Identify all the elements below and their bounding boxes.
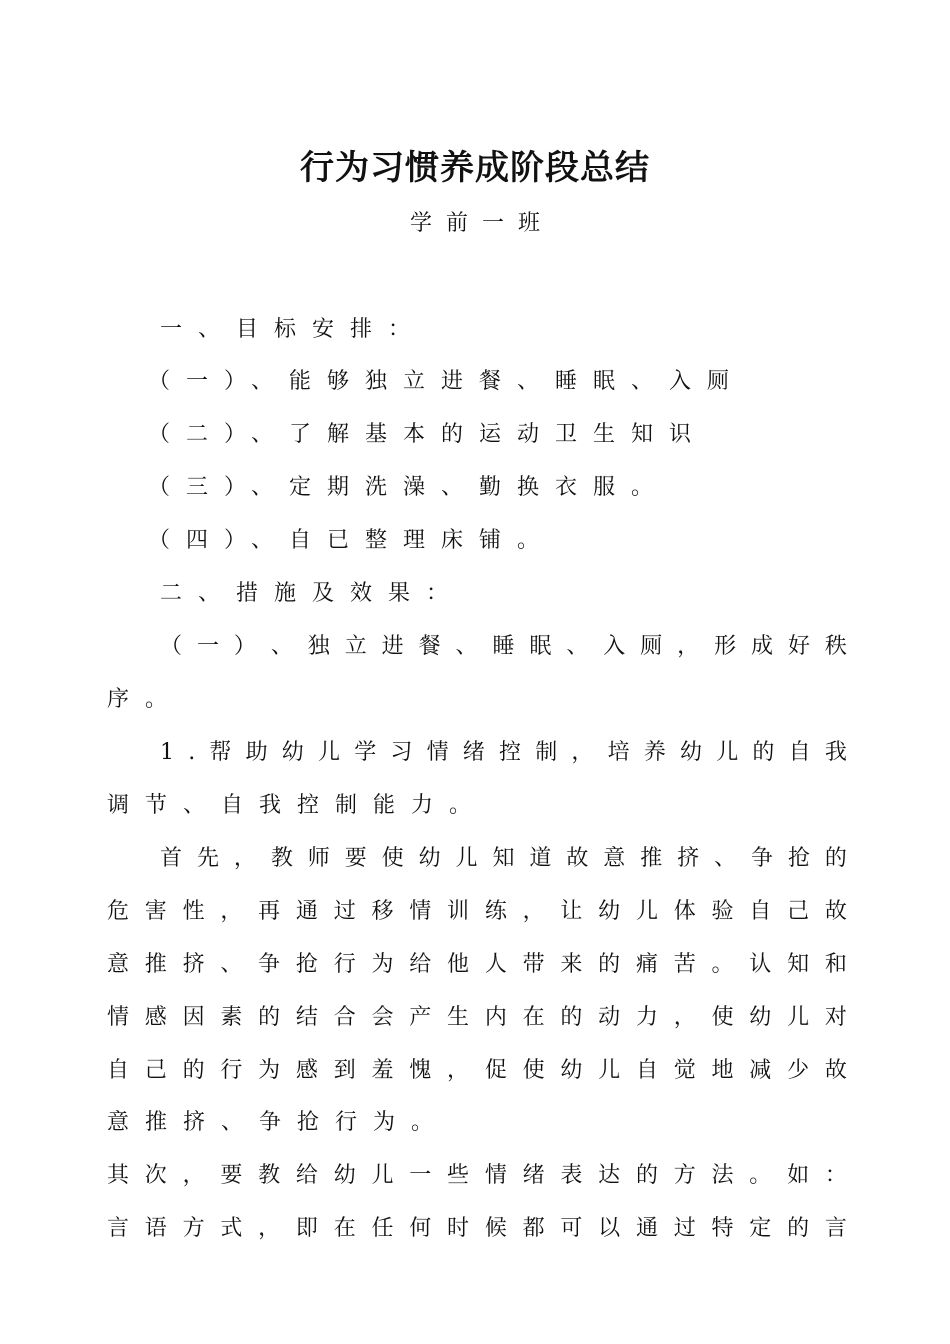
- paragraph-line: 序。: [107, 687, 184, 712]
- paragraph-line: 言 语 方 式 ， 即 在 任 何 时 候 都 可 以 通 过 特 定 的 言: [107, 1216, 847, 1241]
- paragraph-line: （ 一 ） 、 独 立 进 餐 、 睡 眠 、 入 厕 ， 形 成 好 秩: [160, 634, 847, 659]
- goal-item-4: （四）、自已整理床铺。: [148, 528, 556, 553]
- document-title: 行为习惯养成阶段总结: [300, 148, 650, 188]
- paragraph-line: 意 推 挤 、 争 抢 行 为 给 他 人 带 来 的 痛 苦 。 认 知 和: [107, 952, 847, 977]
- goal-item-2: （二）、了解基本的运动卫生知识: [148, 422, 708, 447]
- paragraph-line: 调节、自我控制能力。: [107, 793, 488, 818]
- paragraph-line: 1 . 帮 助 幼 儿 学 习 情 绪 控 制 ， 培 养 幼 儿 的 自 我: [160, 740, 847, 765]
- paragraph-line: 自 己 的 行 为 感 到 羞 愧 ， 促 使 幼 儿 自 觉 地 减 少 故: [107, 1058, 847, 1083]
- paragraph-line: 首 先 ， 教 师 要 使 幼 儿 知 道 故 意 推 挤 、 争 抢 的: [160, 846, 847, 871]
- section-heading-goals: 一、目标安排：: [160, 317, 427, 342]
- goal-item-1: （一）、能够独立进餐、睡眠、入厕: [148, 369, 746, 394]
- paragraph-line: 意推挤、争抢行为。: [107, 1110, 450, 1135]
- paragraph-line: 其 次 ， 要 教 给 幼 儿 一 些 情 绪 表 达 的 方 法 。 如 ：: [107, 1163, 847, 1188]
- document-subtitle: 学前一班: [409, 211, 554, 236]
- paragraph-line: 情 感 因 素 的 结 合 会 产 生 内 在 的 动 力 ， 使 幼 儿 对: [107, 1005, 847, 1030]
- section-heading-measures: 二、措施及效果：: [160, 581, 465, 606]
- paragraph-line: 危 害 性 ， 再 通 过 移 情 训 练 ， 让 幼 儿 体 验 自 己 故: [107, 899, 847, 924]
- goal-item-3: （三）、定期洗澡、勤换衣服。: [148, 475, 670, 500]
